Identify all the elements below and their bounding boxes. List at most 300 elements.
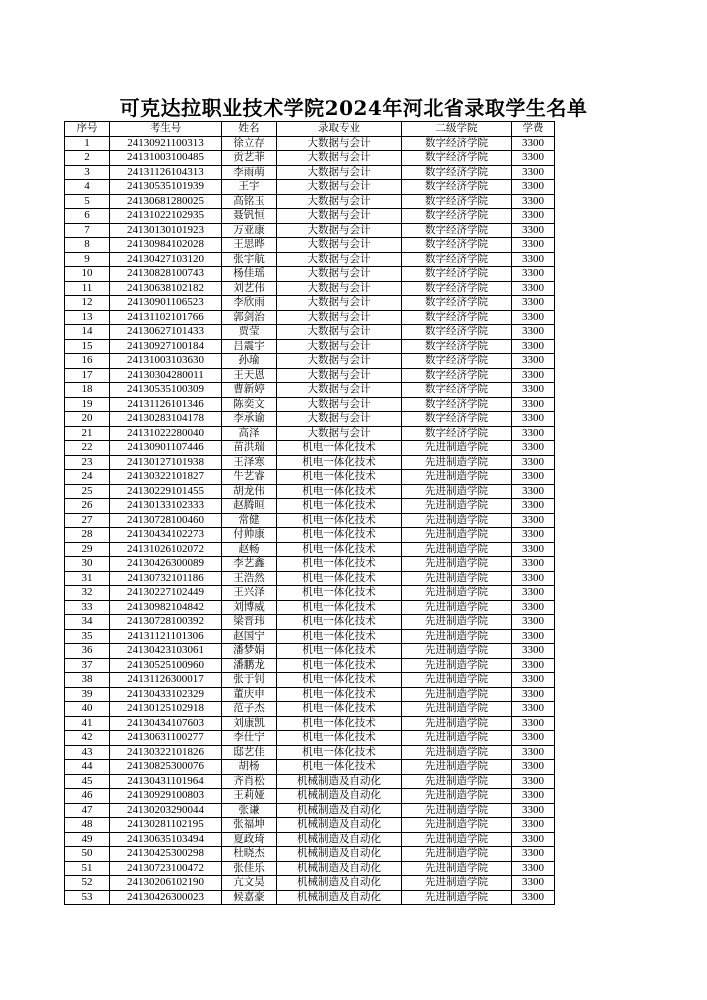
cell-name: 胡杨 (222, 760, 277, 775)
cell-tuition: 3300 (512, 847, 555, 862)
cell-tuition: 3300 (512, 397, 555, 412)
cell-exam-id: 24131026102072 (110, 542, 222, 557)
cell-college: 先进制造学院 (402, 774, 512, 789)
cell-college: 先进制造学院 (402, 847, 512, 862)
cell-tuition: 3300 (512, 354, 555, 369)
cell-tuition: 3300 (512, 702, 555, 717)
cell-major: 机电一体化技术 (277, 629, 402, 644)
cell-college: 先进制造学院 (402, 731, 512, 746)
cell-seq: 28 (65, 528, 110, 543)
cell-name: 董庆申 (222, 687, 277, 702)
cell-major: 大数据与会计 (277, 194, 402, 209)
cell-major: 大数据与会计 (277, 296, 402, 311)
cell-exam-id: 24130728100392 (110, 615, 222, 630)
cell-college: 先进制造学院 (402, 803, 512, 818)
cell-seq: 7 (65, 223, 110, 238)
table-row (65, 368, 555, 383)
cell-exam-id: 24130723100472 (110, 861, 222, 876)
cell-exam-id: 24130434102273 (110, 528, 222, 543)
cell-seq: 20 (65, 412, 110, 427)
table-row (65, 455, 555, 470)
cell-major: 机电一体化技术 (277, 644, 402, 659)
table-row (65, 818, 555, 833)
cell-name: 潘梦娟 (222, 644, 277, 659)
cell-exam-id: 24130635103494 (110, 832, 222, 847)
cell-name: 王泽寒 (222, 455, 277, 470)
cell-seq: 42 (65, 731, 110, 746)
cell-college: 先进制造学院 (402, 644, 512, 659)
cell-major: 机械制造及自动化 (277, 832, 402, 847)
cell-name: 夏政琦 (222, 832, 277, 847)
cell-major: 大数据与会计 (277, 165, 402, 180)
cell-name: 张宇航 (222, 252, 277, 267)
table-row (65, 165, 555, 180)
cell-seq: 16 (65, 354, 110, 369)
cell-exam-id: 24130434107603 (110, 716, 222, 731)
cell-major: 大数据与会计 (277, 325, 402, 340)
page-title: 可克达拉职业技术学院2024年河北省录取学生名单 (119, 96, 588, 120)
cell-major: 大数据与会计 (277, 267, 402, 282)
cell-exam-id: 24130322101826 (110, 745, 222, 760)
cell-exam-id: 24130627101433 (110, 325, 222, 340)
cell-major: 机械制造及自动化 (277, 876, 402, 891)
cell-major: 机电一体化技术 (277, 557, 402, 572)
cell-college: 数字经济学院 (402, 136, 512, 151)
cell-seq: 19 (65, 397, 110, 412)
cell-seq: 43 (65, 745, 110, 760)
cell-name: 李承谕 (222, 412, 277, 427)
cell-name: 候嘉豪 (222, 890, 277, 905)
table-row (65, 745, 555, 760)
cell-exam-id: 24130426300023 (110, 890, 222, 905)
cell-tuition: 3300 (512, 832, 555, 847)
cell-college: 先进制造学院 (402, 470, 512, 485)
table-row (65, 383, 555, 398)
cell-college: 数字经济学院 (402, 209, 512, 224)
cell-college: 数字经济学院 (402, 426, 512, 441)
cell-name: 贡艺菲 (222, 151, 277, 166)
cell-name: 郭剑治 (222, 310, 277, 325)
cell-college: 先进制造学院 (402, 600, 512, 615)
cell-name: 陈奕文 (222, 397, 277, 412)
cell-major: 机电一体化技术 (277, 687, 402, 702)
cell-name: 苗洪瑞 (222, 441, 277, 456)
table-row (65, 731, 555, 746)
cell-college: 先进制造学院 (402, 499, 512, 514)
cell-name: 高泽 (222, 426, 277, 441)
cell-college: 数字经济学院 (402, 368, 512, 383)
cell-college: 数字经济学院 (402, 310, 512, 325)
cell-college: 先进制造学院 (402, 513, 512, 528)
cell-exam-id: 24130133102333 (110, 499, 222, 514)
cell-tuition: 3300 (512, 774, 555, 789)
cell-exam-id: 24131126101346 (110, 397, 222, 412)
header-seq: 序号 (65, 122, 110, 137)
cell-tuition: 3300 (512, 281, 555, 296)
cell-exam-id: 24130982104842 (110, 600, 222, 615)
cell-seq: 47 (65, 803, 110, 818)
cell-exam-id: 24130929100803 (110, 789, 222, 804)
cell-tuition: 3300 (512, 325, 555, 340)
cell-college: 数字经济学院 (402, 238, 512, 253)
table-row (65, 325, 555, 340)
cell-seq: 51 (65, 861, 110, 876)
cell-major: 机械制造及自动化 (277, 789, 402, 804)
cell-major: 大数据与会计 (277, 151, 402, 166)
table-row (65, 397, 555, 412)
cell-exam-id: 24131022280040 (110, 426, 222, 441)
cell-tuition: 3300 (512, 760, 555, 775)
cell-seq: 32 (65, 586, 110, 601)
cell-seq: 2 (65, 151, 110, 166)
cell-exam-id: 24130130101923 (110, 223, 222, 238)
cell-seq: 26 (65, 499, 110, 514)
cell-seq: 40 (65, 702, 110, 717)
cell-name: 刘博威 (222, 600, 277, 615)
cell-college: 先进制造学院 (402, 890, 512, 905)
cell-exam-id: 24130728100460 (110, 513, 222, 528)
table-row (65, 571, 555, 586)
cell-seq: 53 (65, 890, 110, 905)
cell-major: 大数据与会计 (277, 397, 402, 412)
cell-college: 数字经济学院 (402, 223, 512, 238)
cell-college: 数字经济学院 (402, 151, 512, 166)
table-row (65, 615, 555, 630)
cell-major: 大数据与会计 (277, 412, 402, 427)
cell-name: 聂钒恒 (222, 209, 277, 224)
cell-college: 先进制造学院 (402, 861, 512, 876)
cell-exam-id: 24130732101186 (110, 571, 222, 586)
cell-college: 先进制造学院 (402, 586, 512, 601)
cell-name: 亢文昊 (222, 876, 277, 891)
cell-name: 赵腾晅 (222, 499, 277, 514)
cell-major: 机电一体化技术 (277, 600, 402, 615)
cell-college: 数字经济学院 (402, 296, 512, 311)
cell-tuition: 3300 (512, 629, 555, 644)
cell-tuition: 3300 (512, 223, 555, 238)
cell-name: 王思晔 (222, 238, 277, 253)
cell-college: 数字经济学院 (402, 165, 512, 180)
table-row (65, 586, 555, 601)
cell-seq: 25 (65, 484, 110, 499)
table-row (65, 339, 555, 354)
cell-major: 机械制造及自动化 (277, 774, 402, 789)
table-row (65, 412, 555, 427)
cell-seq: 27 (65, 513, 110, 528)
cell-exam-id: 24130828100743 (110, 267, 222, 282)
cell-exam-id: 24130433102329 (110, 687, 222, 702)
cell-seq: 21 (65, 426, 110, 441)
cell-exam-id: 24130901106523 (110, 296, 222, 311)
cell-name: 齐肖松 (222, 774, 277, 789)
cell-college: 数字经济学院 (402, 397, 512, 412)
cell-major: 大数据与会计 (277, 209, 402, 224)
cell-name: 曹新婷 (222, 383, 277, 398)
cell-college: 数字经济学院 (402, 412, 512, 427)
cell-seq: 22 (65, 441, 110, 456)
table-row (65, 426, 555, 441)
cell-tuition: 3300 (512, 267, 555, 282)
header-major: 录取专业 (277, 122, 402, 137)
cell-college: 先进制造学院 (402, 745, 512, 760)
table-row (65, 499, 555, 514)
table-row (65, 484, 555, 499)
cell-college: 数字经济学院 (402, 194, 512, 209)
table-row (65, 238, 555, 253)
cell-exam-id: 24130535100309 (110, 383, 222, 398)
table-row (65, 673, 555, 688)
cell-name: 张于钊 (222, 673, 277, 688)
cell-exam-id: 24131102101766 (110, 310, 222, 325)
cell-exam-id: 24130322101827 (110, 470, 222, 485)
cell-tuition: 3300 (512, 412, 555, 427)
cell-major: 机电一体化技术 (277, 513, 402, 528)
cell-major: 大数据与会计 (277, 368, 402, 383)
cell-tuition: 3300 (512, 803, 555, 818)
cell-college: 先进制造学院 (402, 789, 512, 804)
table-row (65, 600, 555, 615)
cell-exam-id: 24130229101455 (110, 484, 222, 499)
cell-name: 张佳乐 (222, 861, 277, 876)
cell-name: 王天恩 (222, 368, 277, 383)
cell-major: 机电一体化技术 (277, 470, 402, 485)
cell-tuition: 3300 (512, 470, 555, 485)
cell-major: 机电一体化技术 (277, 760, 402, 775)
cell-tuition: 3300 (512, 600, 555, 615)
cell-exam-id: 24130681280025 (110, 194, 222, 209)
cell-college: 数字经济学院 (402, 180, 512, 195)
cell-college: 先进制造学院 (402, 557, 512, 572)
cell-tuition: 3300 (512, 441, 555, 456)
cell-tuition: 3300 (512, 499, 555, 514)
cell-exam-id: 24130206102190 (110, 876, 222, 891)
cell-tuition: 3300 (512, 339, 555, 354)
cell-major: 机电一体化技术 (277, 731, 402, 746)
cell-name: 杜晓杰 (222, 847, 277, 862)
cell-seq: 49 (65, 832, 110, 847)
cell-college: 先进制造学院 (402, 455, 512, 470)
cell-major: 机械制造及自动化 (277, 861, 402, 876)
table-row (65, 354, 555, 369)
cell-college: 先进制造学院 (402, 818, 512, 833)
cell-exam-id: 24130535101939 (110, 180, 222, 195)
table-row (65, 774, 555, 789)
table-header-row (65, 122, 555, 137)
cell-major: 机电一体化技术 (277, 542, 402, 557)
cell-seq: 37 (65, 658, 110, 673)
cell-exam-id: 24130427103120 (110, 252, 222, 267)
table-row (65, 658, 555, 673)
cell-seq: 17 (65, 368, 110, 383)
cell-tuition: 3300 (512, 571, 555, 586)
table-row (65, 890, 555, 905)
table-row (65, 310, 555, 325)
cell-name: 常健 (222, 513, 277, 528)
cell-seq: 46 (65, 789, 110, 804)
cell-tuition: 3300 (512, 818, 555, 833)
cell-exam-id: 24130525100960 (110, 658, 222, 673)
cell-college: 先进制造学院 (402, 658, 512, 673)
cell-major: 机电一体化技术 (277, 499, 402, 514)
cell-tuition: 3300 (512, 731, 555, 746)
cell-seq: 10 (65, 267, 110, 282)
cell-major: 大数据与会计 (277, 238, 402, 253)
cell-tuition: 3300 (512, 455, 555, 470)
table-row (65, 267, 555, 282)
header-tuition: 学费 (512, 122, 555, 137)
cell-tuition: 3300 (512, 238, 555, 253)
table-row (65, 528, 555, 543)
cell-name: 李仕宁 (222, 731, 277, 746)
cell-seq: 52 (65, 876, 110, 891)
cell-tuition: 3300 (512, 644, 555, 659)
cell-college: 数字经济学院 (402, 252, 512, 267)
cell-major: 大数据与会计 (277, 354, 402, 369)
cell-exam-id: 24130631100277 (110, 731, 222, 746)
cell-major: 机械制造及自动化 (277, 847, 402, 862)
cell-major: 大数据与会计 (277, 310, 402, 325)
table-row (65, 296, 555, 311)
cell-name: 张谦 (222, 803, 277, 818)
cell-name: 赵国宁 (222, 629, 277, 644)
cell-exam-id: 24130281102195 (110, 818, 222, 833)
cell-tuition: 3300 (512, 745, 555, 760)
table-row (65, 847, 555, 862)
cell-major: 机电一体化技术 (277, 702, 402, 717)
cell-seq: 30 (65, 557, 110, 572)
cell-major: 大数据与会计 (277, 426, 402, 441)
header-name: 姓名 (222, 122, 277, 137)
table-row (65, 876, 555, 891)
cell-name: 王宇 (222, 180, 277, 195)
cell-exam-id: 24131126300017 (110, 673, 222, 688)
cell-name: 王莉娅 (222, 789, 277, 804)
cell-exam-id: 24130426300089 (110, 557, 222, 572)
cell-exam-id: 24130984102028 (110, 238, 222, 253)
cell-major: 大数据与会计 (277, 180, 402, 195)
cell-tuition: 3300 (512, 484, 555, 499)
table-row (65, 832, 555, 847)
header-college: 二级学院 (402, 122, 512, 137)
cell-college: 先进制造学院 (402, 571, 512, 586)
cell-seq: 38 (65, 673, 110, 688)
cell-college: 先进制造学院 (402, 629, 512, 644)
table-row (65, 513, 555, 528)
cell-name: 潘鹏龙 (222, 658, 277, 673)
cell-exam-id: 24131121101306 (110, 629, 222, 644)
cell-seq: 24 (65, 470, 110, 485)
cell-exam-id: 24130825300076 (110, 760, 222, 775)
cell-name: 赵畅 (222, 542, 277, 557)
cell-name: 付帅康 (222, 528, 277, 543)
cell-tuition: 3300 (512, 890, 555, 905)
cell-college: 先进制造学院 (402, 876, 512, 891)
cell-tuition: 3300 (512, 383, 555, 398)
cell-name: 李雨萌 (222, 165, 277, 180)
table-row (65, 716, 555, 731)
cell-exam-id: 24131003103630 (110, 354, 222, 369)
table-row (65, 861, 555, 876)
cell-name: 孙瑜 (222, 354, 277, 369)
cell-major: 机电一体化技术 (277, 455, 402, 470)
cell-tuition: 3300 (512, 687, 555, 702)
cell-major: 机电一体化技术 (277, 586, 402, 601)
cell-college: 先进制造学院 (402, 441, 512, 456)
cell-exam-id: 24130423103061 (110, 644, 222, 659)
cell-seq: 8 (65, 238, 110, 253)
cell-college: 先进制造学院 (402, 542, 512, 557)
cell-college: 先进制造学院 (402, 484, 512, 499)
cell-seq: 45 (65, 774, 110, 789)
cell-seq: 29 (65, 542, 110, 557)
cell-exam-id: 24130227102449 (110, 586, 222, 601)
cell-exam-id: 24130203290044 (110, 803, 222, 818)
cell-major: 大数据与会计 (277, 252, 402, 267)
cell-major: 大数据与会计 (277, 136, 402, 151)
cell-name: 刘艺伟 (222, 281, 277, 296)
table-row (65, 136, 555, 151)
cell-college: 数字经济学院 (402, 383, 512, 398)
cell-seq: 6 (65, 209, 110, 224)
cell-tuition: 3300 (512, 151, 555, 166)
table-row (65, 629, 555, 644)
cell-seq: 12 (65, 296, 110, 311)
cell-tuition: 3300 (512, 513, 555, 528)
cell-tuition: 3300 (512, 209, 555, 224)
cell-name: 李欣雨 (222, 296, 277, 311)
cell-tuition: 3300 (512, 194, 555, 209)
table-row (65, 542, 555, 557)
cell-major: 机械制造及自动化 (277, 890, 402, 905)
cell-tuition: 3300 (512, 296, 555, 311)
cell-seq: 5 (65, 194, 110, 209)
table-row (65, 687, 555, 702)
cell-seq: 33 (65, 600, 110, 615)
cell-exam-id: 24130283104178 (110, 412, 222, 427)
cell-major: 机电一体化技术 (277, 673, 402, 688)
cell-major: 机电一体化技术 (277, 716, 402, 731)
cell-major: 机电一体化技术 (277, 658, 402, 673)
cell-tuition: 3300 (512, 542, 555, 557)
cell-name: 徐立存 (222, 136, 277, 151)
cell-seq: 18 (65, 383, 110, 398)
cell-name: 刘康凯 (222, 716, 277, 731)
cell-exam-id: 24130927100184 (110, 339, 222, 354)
table-row (65, 151, 555, 166)
cell-name: 张福坤 (222, 818, 277, 833)
cell-college: 先进制造学院 (402, 615, 512, 630)
cell-college: 先进制造学院 (402, 716, 512, 731)
cell-major: 大数据与会计 (277, 223, 402, 238)
cell-seq: 3 (65, 165, 110, 180)
cell-seq: 36 (65, 644, 110, 659)
cell-college: 先进制造学院 (402, 832, 512, 847)
cell-tuition: 3300 (512, 165, 555, 180)
cell-name: 胡龙伟 (222, 484, 277, 499)
cell-exam-id: 24131126104313 (110, 165, 222, 180)
cell-seq: 15 (65, 339, 110, 354)
cell-college: 数字经济学院 (402, 339, 512, 354)
cell-tuition: 3300 (512, 861, 555, 876)
cell-college: 数字经济学院 (402, 267, 512, 282)
cell-major: 大数据与会计 (277, 339, 402, 354)
cell-college: 数字经济学院 (402, 354, 512, 369)
cell-college: 数字经济学院 (402, 325, 512, 340)
cell-seq: 13 (65, 310, 110, 325)
cell-major: 大数据与会计 (277, 281, 402, 296)
cell-exam-id: 24130901107446 (110, 441, 222, 456)
cell-seq: 4 (65, 180, 110, 195)
